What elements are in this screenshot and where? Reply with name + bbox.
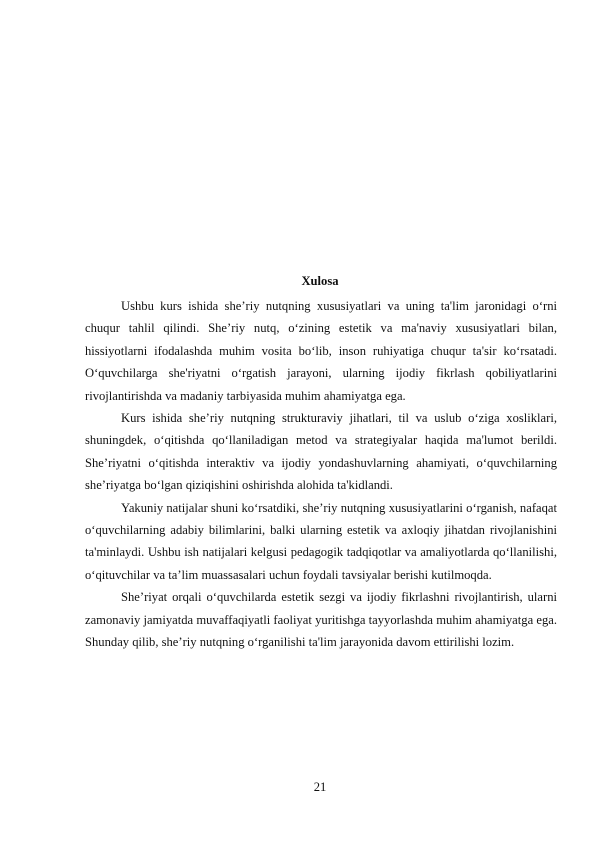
paragraph-2: Kurs ishida she’riy nutqning strukturaviy jihatlari, til va uslub o‘ziga xosliklari, shuningdek, o‘qitishda qo‘llaniladigan metod va strategiyalar haqida ma'lumot berildi. She’riyatni o‘qitishda interaktiv va ijodiy yondashuvlarning ahamiyati, o‘quvchilarning she’riyatga bo‘lgan qiziqishini oshirishda alohida ta'kidlandi. [85, 411, 557, 493]
page-number: 21 [313, 780, 327, 794]
section-title: Xulosa [301, 274, 339, 288]
paragraph-3: Yakuniy natijalar shuni ko‘rsatdiki, she’riy nutqning xususiyatlarini o‘rganish, nafaqat o‘quvchilarning adabiy bilimlarini, balki ularning estetik va axloqiy jihatdan rivojlanishini ta'minlaydi. Ushbu ish natijalari kelgusi pedagogik tadqiqotlar va amaliyotlarda qo‘llanilishi, o‘qituvchilar va ta’lim muassasalari uchun foydali tavsiyalar berishi kutilmoqda. [85, 500, 557, 582]
section-body [85, 295, 557, 654]
paragraph-4: She’riyat orqali o‘quvchilarda estetik sezgi va ijodiy fikrlashni rivojlantirish, ularni zamonaviy jamiyatda muvaffaqiyatli faoliyat yuritishga tayyorlashda muhim ahamiyatga ega. Shunday qilib, she’riy nutqning o‘rganilishi ta'lim jarayonida davom ettirilishi lozim. [85, 590, 557, 650]
paragraph-1: Ushbu kurs ishida she’riy nutqning xususiyatlari va uning ta'lim jaronidagi o‘rni chuqur tahlil qilindi. She’riy nutq, o‘zining estetik va ma'naviy xususiyatlari bilan, hissiyotlarni ifodalashda muhim vosita bo‘lib, inson ruhiyatiga chuqur ta'sir ko‘rsatadi. O‘quvchilarga she'riyatni o‘rgatish jarayoni, ularning ijodiy fikrlash qobiliyatlarini rivojlantirishda va madaniy tarbiyasida muhim ahamiyatga ega. [85, 299, 557, 403]
